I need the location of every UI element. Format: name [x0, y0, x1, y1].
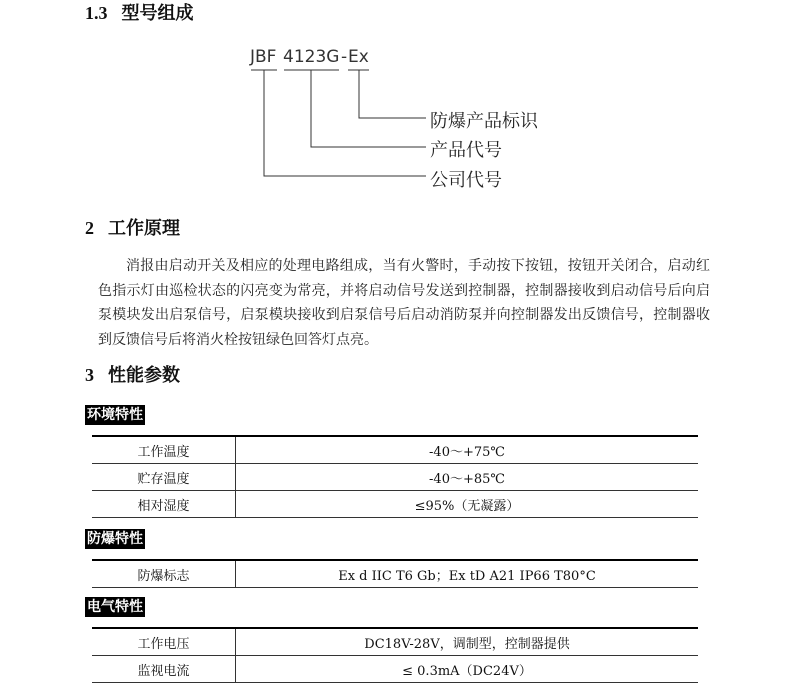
- model-code-ex: Ex: [348, 47, 369, 67]
- leader-company-code: [264, 70, 426, 176]
- leader-explosion-mark: [359, 70, 426, 118]
- spec-value: -40～+85℃: [236, 464, 699, 491]
- environment-spec-table: [92, 435, 698, 518]
- electrical-spec-table: [92, 627, 698, 683]
- leader-product-code: [311, 70, 426, 147]
- spec-key: 工作电压: [92, 628, 236, 656]
- model-code-company: JBF: [250, 47, 277, 67]
- spec-value: ≤ 0.3mA（DC24V）: [236, 656, 699, 683]
- spec-value: -40～+75℃: [236, 436, 699, 464]
- tag-explosion-proof-characteristics: 防爆特性: [87, 531, 143, 547]
- spec-key: 监视电流: [92, 656, 236, 683]
- section-number: 1.3: [85, 3, 108, 23]
- label-company-code: 公司代号: [430, 170, 502, 191]
- section-number: 3: [85, 365, 94, 385]
- tag-environment-characteristics: 环境特性: [87, 407, 143, 423]
- spec-key: 贮存温度: [92, 464, 236, 491]
- model-composition-diagram: [240, 40, 580, 200]
- spec-value: DC18V-28V，调制型，控制器提供: [236, 628, 699, 656]
- working-principle-paragraph: 消报由启动开关及相应的处理电路组成，当有火警时，手动按下按钮，按钮开关闭合，启动红色指示灯由巡检状态的闪亮变为常亮，并将启动信号发送到控制器，控制器接收到启动信号后向启泵模块发出启泵信号，启泵模块接收到启泵信号后启动消防泵并向控制器发出反馈信号，控制器收到反馈信号后将消火栓按钮绿色回答灯点亮。: [98, 258, 710, 348]
- tag-electrical-characteristics: 电气特性: [87, 599, 143, 615]
- model-code-product: 4123G: [283, 47, 340, 67]
- explosion-proof-spec-table: [92, 559, 698, 588]
- section-3-heading: [85, 364, 180, 387]
- section-title: 工作原理: [108, 218, 180, 239]
- spec-key: 相对湿度: [92, 491, 236, 518]
- table-row: [92, 628, 698, 656]
- section-title: 型号组成: [121, 3, 194, 24]
- spec-key: 防爆标志: [92, 560, 236, 588]
- label-explosion-proof-mark: 防爆产品标识: [430, 111, 538, 132]
- table-row: [92, 491, 698, 518]
- table-row: [92, 656, 698, 683]
- table-row: [92, 436, 698, 464]
- label-product-code: 产品代号: [430, 140, 502, 161]
- model-code-dash: -: [341, 47, 348, 67]
- section-2-heading: [85, 217, 180, 240]
- table-row: [92, 464, 698, 491]
- section-1-3-heading: [85, 2, 194, 25]
- section-number: 2: [85, 218, 94, 238]
- spec-key: 工作温度: [92, 436, 236, 464]
- section-title: 性能参数: [108, 365, 180, 386]
- table-row: [92, 560, 698, 588]
- spec-value: Ex d IIC T6 Gb；Ex tD A21 IP66 T80°C: [236, 560, 699, 588]
- spec-value: ≤95%（无凝露）: [236, 491, 699, 518]
